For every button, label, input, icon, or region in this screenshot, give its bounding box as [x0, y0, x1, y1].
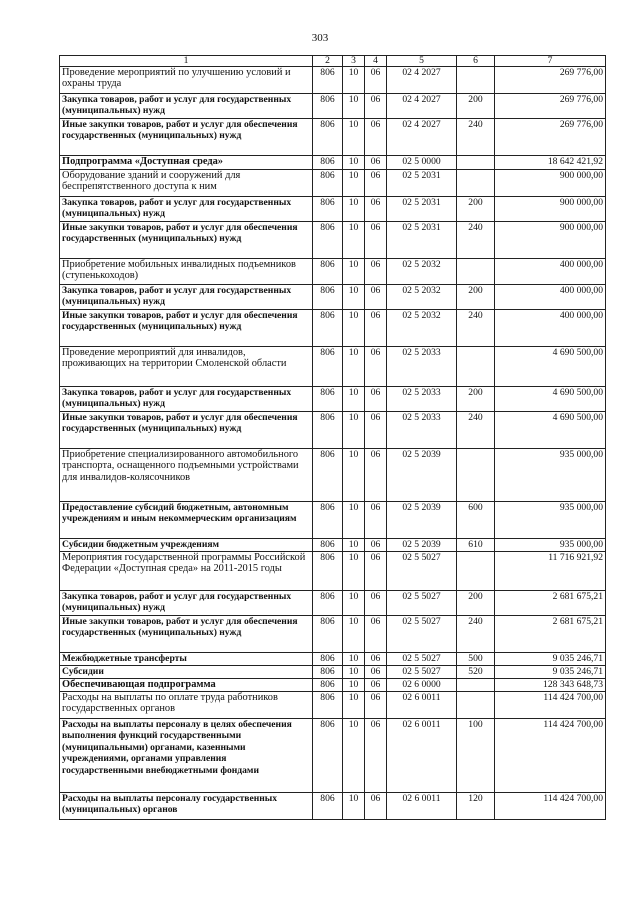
column-header: 1 — [60, 56, 313, 67]
target-article-cell: 02 5 2031 — [387, 170, 457, 197]
expense-type-cell: 600 — [457, 502, 495, 539]
page-number: 303 — [311, 32, 329, 44]
subsection-code-cell: 06 — [365, 719, 387, 793]
section-code-cell: 10 — [343, 67, 365, 94]
ministry-code-cell: 806 — [313, 94, 343, 119]
amount-cell: 900 000,00 — [495, 222, 606, 259]
target-article-cell: 02 5 2039 — [387, 539, 457, 552]
expense-type-cell — [457, 67, 495, 94]
target-article-cell: 02 6 0011 — [387, 719, 457, 793]
ministry-code-cell: 806 — [313, 156, 343, 170]
amount-cell: 4 690 500,00 — [495, 412, 606, 449]
amount-cell: 400 000,00 — [495, 259, 606, 285]
column-header: 2 — [313, 56, 343, 67]
section-code-cell: 10 — [343, 222, 365, 259]
section-code-cell: 10 — [343, 347, 365, 387]
table-row — [60, 692, 606, 719]
ministry-code-cell: 806 — [313, 552, 343, 591]
amount-cell: 900 000,00 — [495, 170, 606, 197]
expense-name-cell: Закупка товаров, работ и услуг для государственных (муниципальных) нужд — [60, 197, 313, 222]
amount-cell: 269 776,00 — [495, 67, 606, 94]
column-header: 3 — [343, 56, 365, 67]
subsection-code-cell: 06 — [365, 310, 387, 347]
expense-type-cell: 200 — [457, 197, 495, 222]
expense-type-cell: 200 — [457, 591, 495, 616]
table-row — [60, 170, 606, 197]
section-code-cell: 10 — [343, 259, 365, 285]
amount-cell: 18 642 421,92 — [495, 156, 606, 170]
expense-name-cell: Субсидии бюджетным учреждениям — [60, 539, 313, 552]
ministry-code-cell: 806 — [313, 285, 343, 310]
amount-cell: 11 716 921,92 — [495, 552, 606, 591]
table-row — [60, 94, 606, 119]
ministry-code-cell: 806 — [313, 259, 343, 285]
section-code-cell: 10 — [343, 616, 365, 653]
expense-type-cell: 240 — [457, 310, 495, 347]
expense-name-cell: Предоставление субсидий бюджетным, автономным учреждениям и иным некоммерческим организациям — [60, 502, 313, 539]
table-row — [60, 310, 606, 347]
target-article-cell: 02 4 2027 — [387, 94, 457, 119]
expense-type-cell: 500 — [457, 653, 495, 666]
section-code-cell: 10 — [343, 591, 365, 616]
expense-name-cell: Проведение мероприятий для инвалидов, проживающих на территории Смоленской области — [60, 347, 313, 387]
expense-name-cell: Иные закупки товаров, работ и услуг для обеспечения государственных (муниципальных) нужд — [60, 310, 313, 347]
table-row — [60, 119, 606, 156]
expense-type-cell: 610 — [457, 539, 495, 552]
expense-type-cell: 240 — [457, 119, 495, 156]
ministry-code-cell: 806 — [313, 666, 343, 679]
table-row — [60, 156, 606, 170]
amount-cell: 114 424 700,00 — [495, 793, 606, 820]
ministry-code-cell: 806 — [313, 793, 343, 820]
expense-type-cell — [457, 449, 495, 502]
amount-cell: 2 681 675,21 — [495, 616, 606, 653]
expense-name-cell: Расходы на выплаты по оплате труда работников государственных органов — [60, 692, 313, 719]
expense-type-cell: 200 — [457, 285, 495, 310]
target-article-cell: 02 5 0000 — [387, 156, 457, 170]
ministry-code-cell: 806 — [313, 539, 343, 552]
ministry-code-cell: 806 — [313, 67, 343, 94]
table-row — [60, 666, 606, 679]
target-article-cell: 02 5 2032 — [387, 285, 457, 310]
subsection-code-cell: 06 — [365, 156, 387, 170]
target-article-cell: 02 6 0011 — [387, 793, 457, 820]
expense-name-cell: Обеспечивающая подпрограмма — [60, 679, 313, 692]
ministry-code-cell: 806 — [313, 222, 343, 259]
subsection-code-cell: 06 — [365, 692, 387, 719]
subsection-code-cell: 06 — [365, 197, 387, 222]
section-code-cell: 10 — [343, 793, 365, 820]
target-article-cell: 02 5 2033 — [387, 412, 457, 449]
section-code-cell: 10 — [343, 539, 365, 552]
subsection-code-cell: 06 — [365, 412, 387, 449]
ministry-code-cell: 806 — [313, 119, 343, 156]
target-article-cell: 02 5 5027 — [387, 591, 457, 616]
expense-type-cell: 520 — [457, 666, 495, 679]
ministry-code-cell: 806 — [313, 591, 343, 616]
ministry-code-cell: 806 — [313, 387, 343, 412]
ministry-code-cell: 806 — [313, 719, 343, 793]
amount-cell: 114 424 700,00 — [495, 719, 606, 793]
ministry-code-cell: 806 — [313, 347, 343, 387]
target-article-cell: 02 5 5027 — [387, 552, 457, 591]
expense-type-cell: 200 — [457, 94, 495, 119]
target-article-cell: 02 5 2032 — [387, 310, 457, 347]
table-row — [60, 616, 606, 653]
subsection-code-cell: 06 — [365, 170, 387, 197]
ministry-code-cell: 806 — [313, 170, 343, 197]
section-code-cell: 10 — [343, 94, 365, 119]
expense-name-cell: Расходы на выплаты персоналу государственных (муниципальных) органов — [60, 793, 313, 820]
table-row — [60, 449, 606, 502]
expense-name-cell: Приобретение специализированного автомобильного транспорта, оснащенного подъемными устройствами для инвалидов-колясочников — [60, 449, 313, 502]
target-article-cell: 02 5 2033 — [387, 387, 457, 412]
expense-type-cell — [457, 347, 495, 387]
subsection-code-cell: 06 — [365, 679, 387, 692]
section-code-cell: 10 — [343, 412, 365, 449]
table-row — [60, 552, 606, 591]
expense-name-cell: Закупка товаров, работ и услуг для государственных (муниципальных) нужд — [60, 94, 313, 119]
expense-type-cell — [457, 259, 495, 285]
section-code-cell: 10 — [343, 449, 365, 502]
target-article-cell: 02 5 5027 — [387, 666, 457, 679]
section-code-cell: 10 — [343, 310, 365, 347]
amount-cell: 400 000,00 — [495, 310, 606, 347]
subsection-code-cell: 06 — [365, 222, 387, 259]
expense-type-cell: 240 — [457, 222, 495, 259]
section-code-cell: 10 — [343, 197, 365, 222]
subsection-code-cell: 06 — [365, 552, 387, 591]
subsection-code-cell: 06 — [365, 616, 387, 653]
subsection-code-cell: 06 — [365, 539, 387, 552]
target-article-cell: 02 4 2027 — [387, 67, 457, 94]
subsection-code-cell: 06 — [365, 347, 387, 387]
subsection-code-cell: 06 — [365, 119, 387, 156]
expense-type-cell — [457, 679, 495, 692]
expense-name-cell: Расходы на выплаты персоналу в целях обеспечения выполнения функций государственными (муниципальными) органами, казенными учреждениями, органами управления государственными внебюджетными фондами — [60, 719, 313, 793]
expense-name-cell: Субсидии — [60, 666, 313, 679]
ministry-code-cell: 806 — [313, 679, 343, 692]
amount-cell: 2 681 675,21 — [495, 591, 606, 616]
table-row — [60, 793, 606, 820]
section-code-cell: 10 — [343, 679, 365, 692]
section-code-cell: 10 — [343, 502, 365, 539]
table-row — [60, 679, 606, 692]
target-article-cell: 02 6 0011 — [387, 692, 457, 719]
section-code-cell: 10 — [343, 156, 365, 170]
expense-type-cell — [457, 156, 495, 170]
expense-type-cell — [457, 170, 495, 197]
expense-name-cell: Межбюджетные трансферты — [60, 653, 313, 666]
table-row — [60, 591, 606, 616]
expense-type-cell — [457, 692, 495, 719]
section-code-cell: 10 — [343, 666, 365, 679]
table-row — [60, 259, 606, 285]
expense-name-cell: Закупка товаров, работ и услуг для государственных (муниципальных) нужд — [60, 591, 313, 616]
amount-cell: 269 776,00 — [495, 119, 606, 156]
amount-cell: 114 424 700,00 — [495, 692, 606, 719]
target-article-cell: 02 5 2039 — [387, 449, 457, 502]
table-row — [60, 197, 606, 222]
section-code-cell: 10 — [343, 170, 365, 197]
target-article-cell: 02 5 5027 — [387, 653, 457, 666]
table-row — [60, 539, 606, 552]
subsection-code-cell: 06 — [365, 653, 387, 666]
expense-type-cell: 200 — [457, 387, 495, 412]
amount-cell: 400 000,00 — [495, 285, 606, 310]
ministry-code-cell: 806 — [313, 412, 343, 449]
table-row — [60, 222, 606, 259]
section-code-cell: 10 — [343, 719, 365, 793]
amount-cell: 935 000,00 — [495, 502, 606, 539]
target-article-cell: 02 5 2031 — [387, 197, 457, 222]
subsection-code-cell: 06 — [365, 591, 387, 616]
ministry-code-cell: 806 — [313, 653, 343, 666]
expense-name-cell: Иные закупки товаров, работ и услуг для обеспечения государственных (муниципальных) нужд — [60, 412, 313, 449]
subsection-code-cell: 06 — [365, 449, 387, 502]
expense-name-cell: Иные закупки товаров, работ и услуг для обеспечения государственных (муниципальных) нужд — [60, 119, 313, 156]
ministry-code-cell: 806 — [313, 310, 343, 347]
section-code-cell: 10 — [343, 653, 365, 666]
section-code-cell: 10 — [343, 552, 365, 591]
subsection-code-cell: 06 — [365, 67, 387, 94]
section-code-cell: 10 — [343, 119, 365, 156]
amount-cell: 900 000,00 — [495, 197, 606, 222]
amount-cell: 935 000,00 — [495, 539, 606, 552]
expense-name-cell: Закупка товаров, работ и услуг для государственных (муниципальных) нужд — [60, 387, 313, 412]
expense-type-cell: 240 — [457, 412, 495, 449]
target-article-cell: 02 5 2033 — [387, 347, 457, 387]
ministry-code-cell: 806 — [313, 197, 343, 222]
expense-name-cell: Подпрограмма «Доступная среда» — [60, 156, 313, 170]
subsection-code-cell: 06 — [365, 387, 387, 412]
subsection-code-cell: 06 — [365, 259, 387, 285]
amount-cell: 9 035 246,71 — [495, 666, 606, 679]
subsection-code-cell: 06 — [365, 285, 387, 310]
expense-name-cell: Иные закупки товаров, работ и услуг для обеспечения государственных (муниципальных) нужд — [60, 616, 313, 653]
table-row — [60, 412, 606, 449]
amount-cell: 4 690 500,00 — [495, 387, 606, 412]
target-article-cell: 02 4 2027 — [387, 119, 457, 156]
target-article-cell: 02 6 0000 — [387, 679, 457, 692]
subsection-code-cell: 06 — [365, 94, 387, 119]
column-header: 6 — [457, 56, 495, 67]
amount-cell: 269 776,00 — [495, 94, 606, 119]
column-header: 7 — [495, 56, 606, 67]
ministry-code-cell: 806 — [313, 692, 343, 719]
table-row — [60, 347, 606, 387]
target-article-cell: 02 5 2039 — [387, 502, 457, 539]
target-article-cell: 02 5 5027 — [387, 616, 457, 653]
table-row — [60, 502, 606, 539]
subsection-code-cell: 06 — [365, 666, 387, 679]
expense-type-cell — [457, 552, 495, 591]
amount-cell: 128 343 648,73 — [495, 679, 606, 692]
table-row — [60, 67, 606, 94]
amount-cell: 4 690 500,00 — [495, 347, 606, 387]
table-row — [60, 285, 606, 310]
expense-name-cell: Оборудование зданий и сооружений для беспрепятственного доступа к ним — [60, 170, 313, 197]
expense-name-cell: Приобретение мобильных инвалидных подъемников (ступенькоходов) — [60, 259, 313, 285]
amount-cell: 935 000,00 — [495, 449, 606, 502]
subsection-code-cell: 06 — [365, 502, 387, 539]
table-row — [60, 653, 606, 666]
table-row — [60, 719, 606, 793]
expense-type-cell: 120 — [457, 793, 495, 820]
target-article-cell: 02 5 2031 — [387, 222, 457, 259]
budget-table — [59, 55, 606, 820]
section-code-cell: 10 — [343, 387, 365, 412]
subsection-code-cell: 06 — [365, 793, 387, 820]
amount-cell: 9 035 246,71 — [495, 653, 606, 666]
ministry-code-cell: 806 — [313, 449, 343, 502]
column-header: 4 — [365, 56, 387, 67]
section-code-cell: 10 — [343, 692, 365, 719]
expense-name-cell: Закупка товаров, работ и услуг для государственных (муниципальных) нужд — [60, 285, 313, 310]
expense-name-cell: Мероприятия государственной программы Российской Федерации «Доступная среда» на 2011-2015 годы — [60, 552, 313, 591]
column-header: 5 — [387, 56, 457, 67]
expense-name-cell: Проведение мероприятий по улучшению условий и охраны труда — [60, 67, 313, 94]
ministry-code-cell: 806 — [313, 616, 343, 653]
table-header-row — [60, 56, 606, 67]
ministry-code-cell: 806 — [313, 502, 343, 539]
expense-type-cell: 240 — [457, 616, 495, 653]
target-article-cell: 02 5 2032 — [387, 259, 457, 285]
table-row — [60, 387, 606, 412]
expense-name-cell: Иные закупки товаров, работ и услуг для обеспечения государственных (муниципальных) нужд — [60, 222, 313, 259]
expense-type-cell: 100 — [457, 719, 495, 793]
section-code-cell: 10 — [343, 285, 365, 310]
